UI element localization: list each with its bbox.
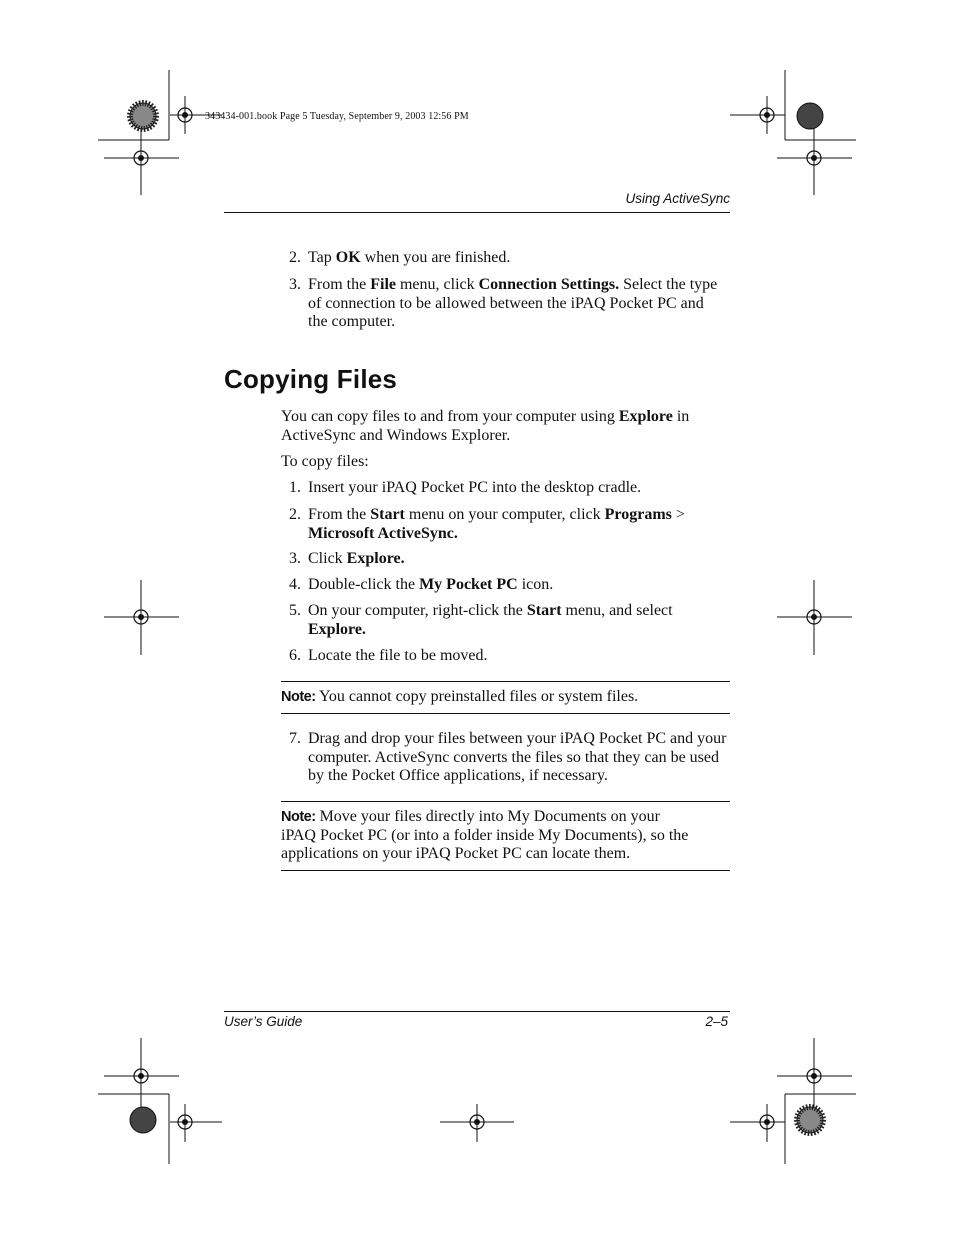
list-item: Click Explore. <box>308 550 405 567</box>
note-rule-top <box>281 801 730 802</box>
note-rule-bottom <box>281 713 730 714</box>
list-item: From the File menu, click Connection Settings. Select the type of connection to be allowed between the iPAQ Pocket PC and the computer. <box>308 276 718 330</box>
running-header: Using ActiveSync <box>625 191 730 206</box>
footer-left: User’s Guide <box>224 1014 303 1029</box>
section-title: Copying Files <box>224 364 398 394</box>
step-number: 7. <box>289 730 301 747</box>
step-number: 4. <box>289 576 301 593</box>
note-rule-bottom <box>281 870 730 871</box>
list-item: From the Start menu on your computer, click Programs > Microsoft ActiveSync. <box>308 506 685 542</box>
step-number: 1. <box>289 479 301 496</box>
list-item: Drag and drop your files between your iPAQ Pocket PC and your computer. ActiveSync converts the files so that they can be used by the Pocket Office applications, if necessary. <box>308 730 727 784</box>
list-item: On your computer, right-click the Start menu, and select Explore. <box>308 602 673 638</box>
page-number: 2–5 <box>705 1014 728 1029</box>
step-number: 2. <box>289 506 301 523</box>
note-box <box>281 688 731 707</box>
note-text: Move your files directly into My Documents on your iPAQ Pocket PC (or into a folder inside My Documents), so the applications on your iPAQ Pocket PC can locate them. <box>281 808 689 862</box>
note-box <box>281 808 696 864</box>
list-item: Tap OK when you are finished. <box>308 249 511 266</box>
list-item: Locate the file to be moved. <box>308 647 488 664</box>
intro-paragraph: You can copy files to and from your computer using Explore in ActiveSync and Windows Explorer. <box>281 408 690 444</box>
step-number: 2. <box>289 249 301 266</box>
note-label: Note: <box>281 809 316 825</box>
note-rule-top <box>281 681 730 682</box>
step-number: 3. <box>289 550 301 567</box>
print-slug: 343434-001.book Page 5 Tuesday, September 9, 2003 12:56 PM <box>205 111 469 122</box>
list-item: Double-click the My Pocket PC icon. <box>308 576 554 593</box>
lead-paragraph: To copy files: <box>281 453 369 470</box>
step-number: 3. <box>289 276 301 293</box>
footer-rule <box>224 1011 730 1012</box>
header-rule <box>224 212 730 213</box>
note-label: Note: <box>281 689 316 705</box>
step-number: 6. <box>289 647 301 664</box>
note-text: You cannot copy preinstalled files or system files. <box>318 688 639 705</box>
list-item: Insert your iPAQ Pocket PC into the desktop cradle. <box>308 479 642 496</box>
step-number: 5. <box>289 602 301 619</box>
